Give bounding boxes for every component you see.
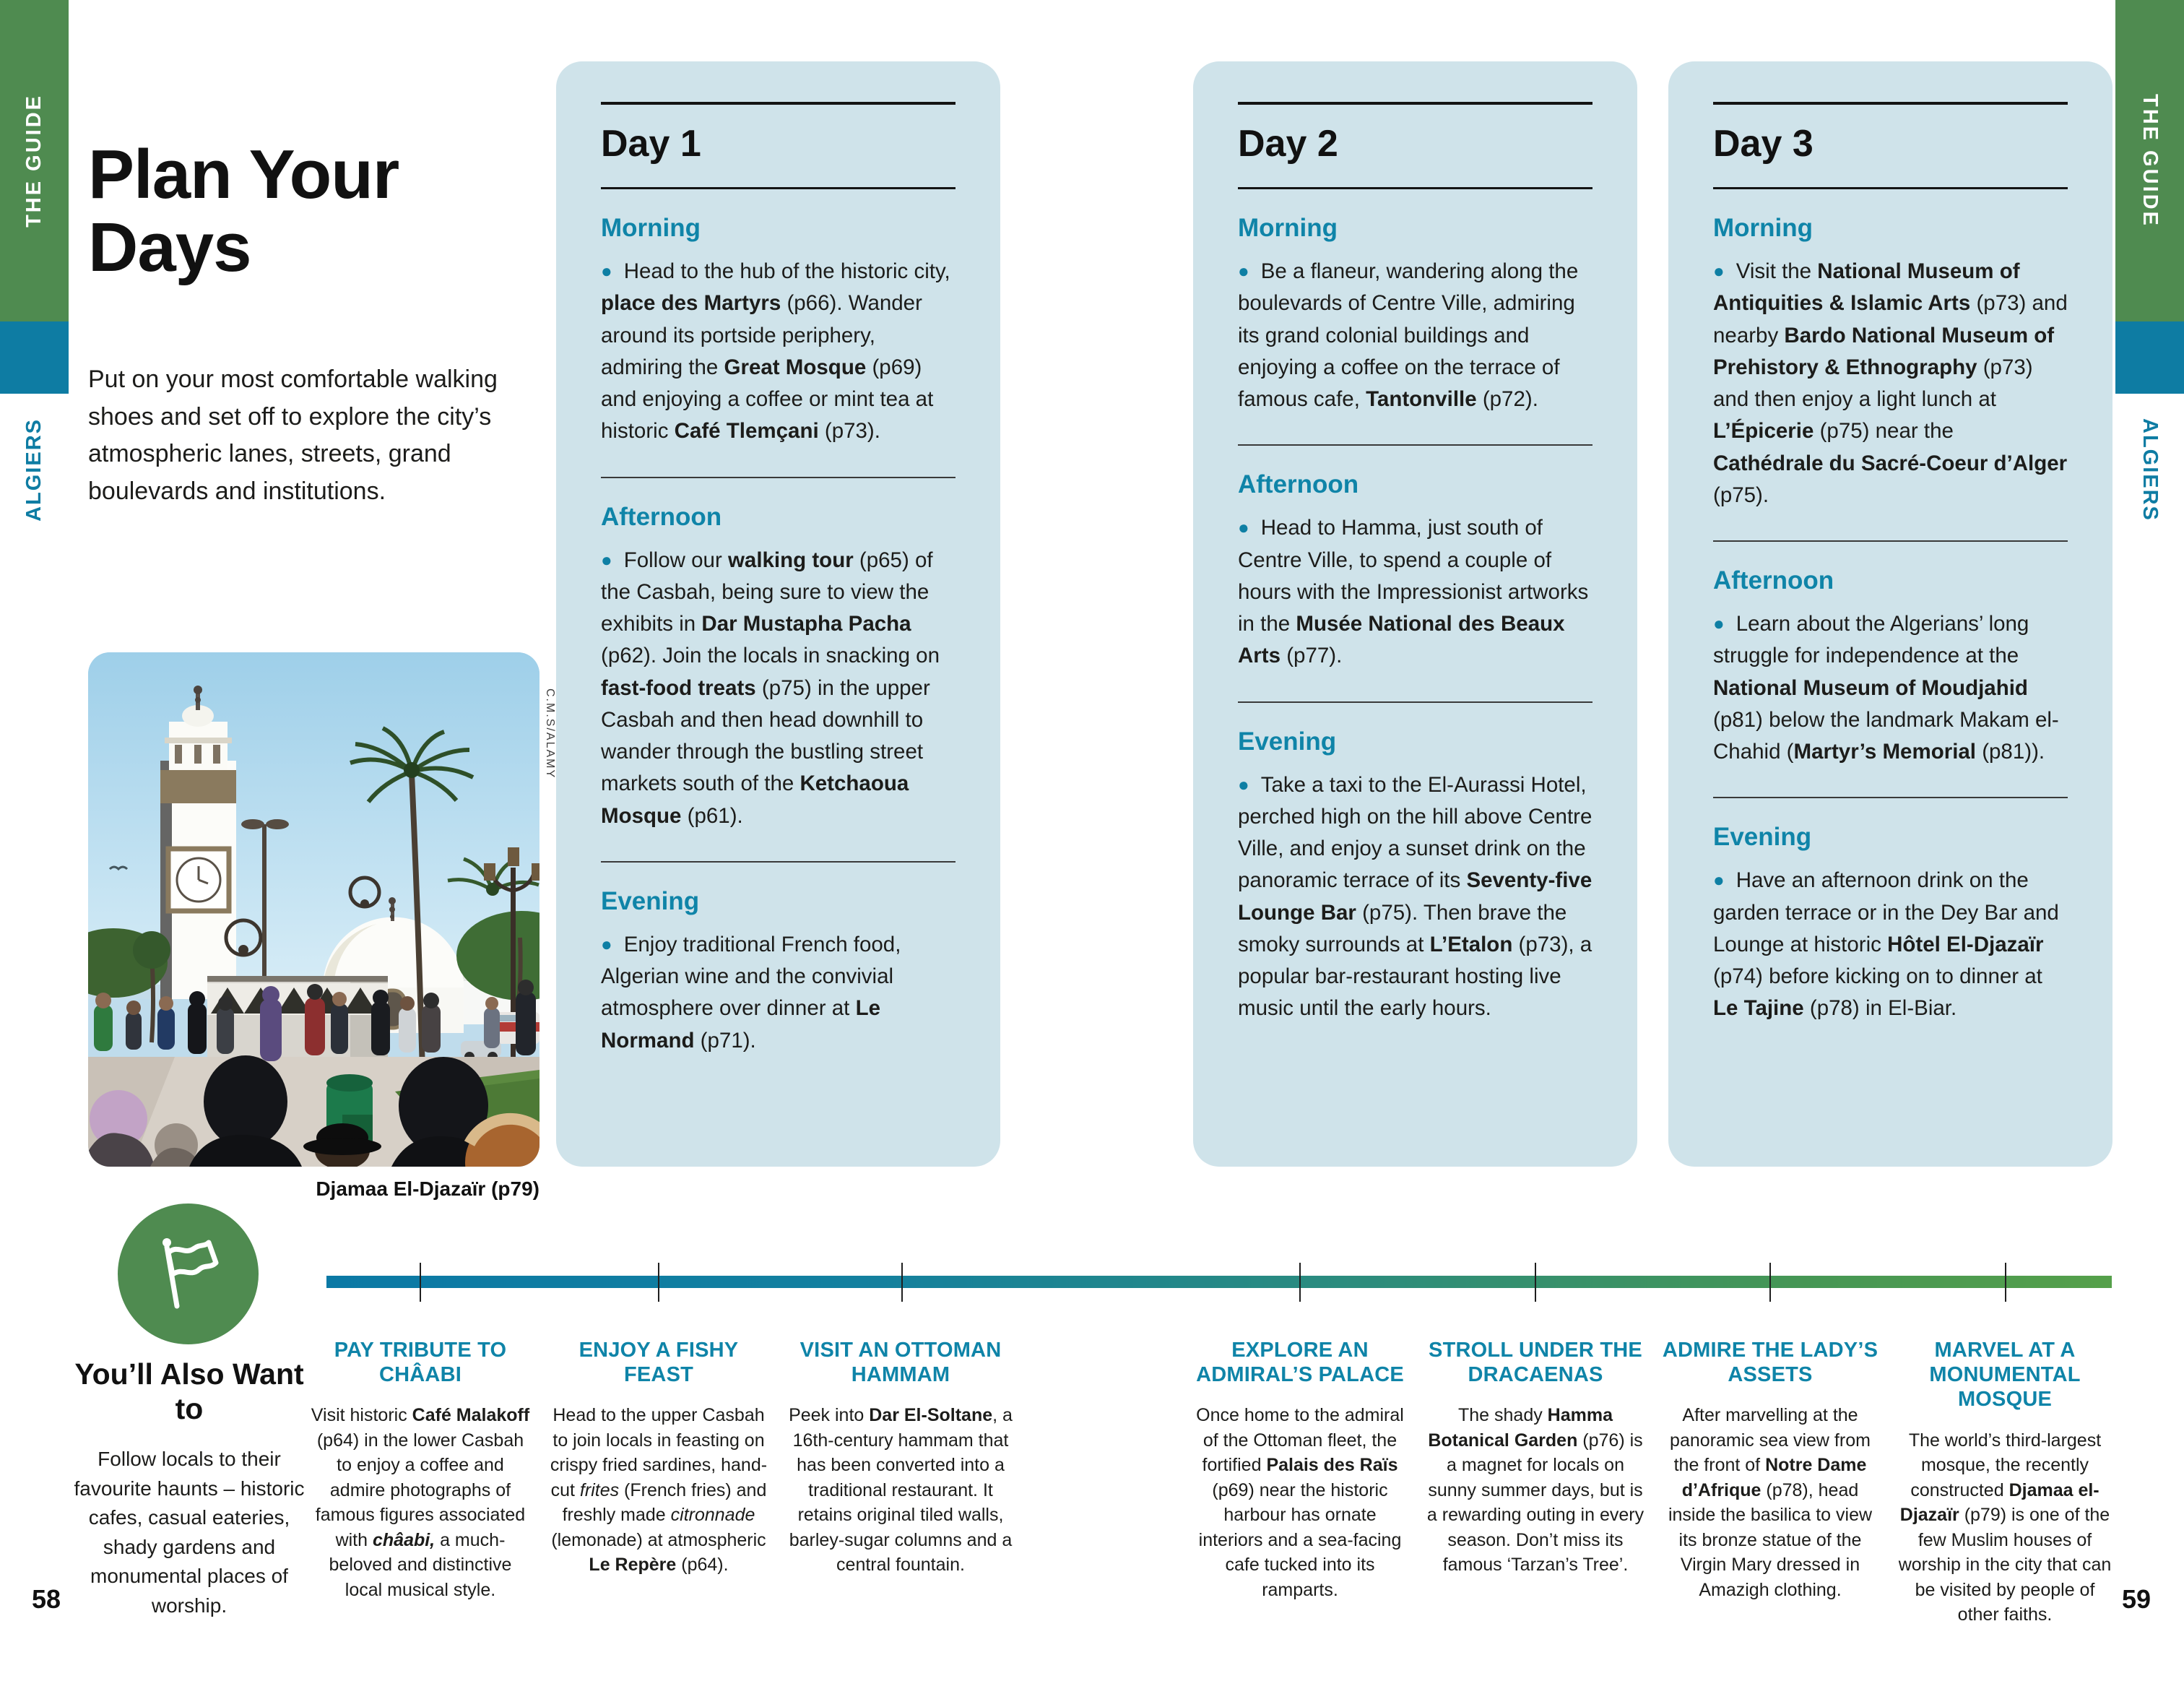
day-1-top-rule <box>601 102 956 105</box>
right-city-tab <box>2115 403 2184 537</box>
day-3-morning-heading: Morning <box>1713 214 1814 242</box>
timeline-bar <box>326 1276 2112 1288</box>
timeline-item-ladys-assets-title: ADMIRE THE LADY’S ASSETS <box>1662 1339 1878 1387</box>
day-2-evening-heading: Evening <box>1238 727 1337 756</box>
day-2-top-rule <box>1238 102 1592 105</box>
right-city-tab-label: ALGIERS <box>2138 418 2162 522</box>
day-3-top-rule <box>1713 102 2068 105</box>
day-3-morning-section <box>1713 189 2068 540</box>
also-want-title: You’ll Also Want to <box>74 1357 304 1426</box>
timeline-tick-7 <box>2005 1263 2006 1302</box>
day-3-card <box>1668 61 2112 1167</box>
day-3-evening-heading: Evening <box>1713 823 1812 852</box>
day-1-evening-text: ● Enjoy traditional French food, Algerian wine and the convivial atmosphere over dinner at Le Normand (p71). <box>601 929 956 1057</box>
day-2-afternoon-heading: Afternoon <box>1238 470 1359 499</box>
timeline-item-dracaenas-body: The shady Hamma Botanical Garden (p76) is a magnet for locals on sunny summer days, but is a rewarding outing in every season. Don’t miss its famous ‘Tarzan’s Tree’. <box>1426 1405 1644 1576</box>
timeline-item-hammam <box>785 1338 1016 1578</box>
timeline-item-admirals-palace <box>1190 1338 1410 1602</box>
day-1-afternoon-text: ● Follow our walking tour (p65) of the Casbah, being sure to view the exhibits in Dar Mustapha Pacha (p62). Join the locals in snacking on fast-food treats (p75) in the upper Casbah and then head downhill to wander through the bustling street markets south of the Ketchaoua Mosque (p61). <box>601 545 956 832</box>
timeline-tick-5 <box>1535 1263 1536 1302</box>
timeline-tick-1 <box>420 1263 421 1302</box>
mosque-photo-illustration <box>88 652 540 1167</box>
day-3-afternoon-text: ● Learn about the Algerians’ long struggle for independence at the National Museum of Moudjahid (p81) below the landmark Makam el-Chahid (Martyr’s Memorial (p81)). <box>1713 608 2068 768</box>
page-title <box>88 136 579 286</box>
day-1-morning-section <box>601 189 956 477</box>
also-want-body: Follow locals to their favourite haunts – historic cafes, casual eateries, shady gardens and monumental places of worship. <box>74 1448 305 1617</box>
left-guide-tab <box>0 0 69 321</box>
timeline-item-chaabi-body: Visit historic Café Malakoff (p64) in the lower Casbah to enjoy a coffee and admire photographs of famous figures associated with châabi, a much-beloved and distinctive local musical style. <box>311 1405 530 1600</box>
timeline-item-monumental-mosque-body: The world’s third-largest mosque, the recently constructed Djamaa el-Djazaïr (p79) is one of the few Muslim houses of worship in the city that can be visited by people of other faiths. <box>1898 1430 2112 1625</box>
day-2-card <box>1193 61 1637 1167</box>
photo-caption: Djamaa El-Djazaïr (p79) <box>316 1177 540 1200</box>
left-guide-tab-label: THE GUIDE <box>22 94 46 228</box>
timeline-item-monumental-mosque <box>1894 1338 2115 1628</box>
timeline-item-chaabi-title: PAY TRIBUTE TO CHÂABI <box>334 1339 507 1387</box>
flag-icon <box>145 1231 232 1318</box>
day-1-evening-heading: Evening <box>601 886 700 915</box>
day-3-afternoon-heading: Afternoon <box>1713 566 1834 595</box>
day-3-title: Day 3 <box>1713 123 1814 165</box>
day-2-morning-text: ● Be a flaneur, wandering along the boulevards of Centre Ville, admiring its grand colonial buildings and enjoying a coffee on the terrace of famous cafe, Tantonville (p72). <box>1238 256 1592 415</box>
right-guide-tab <box>2115 0 2184 321</box>
timeline-tick-4 <box>1299 1263 1301 1302</box>
timeline-item-admirals-palace-body: Once home to the admiral of the Ottoman fleet, the fortified Palais des Raïs (p69) near the historic harbour has ornate interiors and a sea-facing cafe tucked into its ramparts. <box>1196 1405 1404 1600</box>
day-2-evening-text: ● Take a taxi to the El-Aurassi Hotel, perched high on the hill above Centre Ville, and enjoy a sunset drink on the panoramic terrace of its Seventy-five Lounge Bar (p75). Then brave the smoky surrounds at L’Etalon (p73), a popular bar-restaurant hosting live music until the early hours. <box>1238 769 1592 1025</box>
page-title-line1: Plan Your <box>88 136 399 213</box>
left-blue-tab <box>0 321 69 394</box>
day-3-evening-text: ● Have an afternoon drink on the garden terrace or in the Dey Bar and Lounge at historic Hôtel El-Djazaïr (p74) before kicking on to dinner at Le Tajine (p78) in El-Biar. <box>1713 865 2068 1024</box>
timeline-item-fishy-feast <box>548 1338 769 1578</box>
day-2-morning-heading: Morning <box>1238 214 1338 242</box>
page-title-line2: Days <box>88 208 251 286</box>
right-guide-tab-label: THE GUIDE <box>2138 94 2162 228</box>
timeline-item-hammam-body: Peek into Dar El-Soltane, a 16th-century hammam that has been converted into a traditional restaurant. It retains original tiled walls, barley-sugar columns and a central fountain. <box>789 1405 1013 1576</box>
mosque-photo <box>88 652 540 1167</box>
left-page-number: 58 <box>32 1584 61 1614</box>
day-2-title: Day 2 <box>1238 123 1338 165</box>
timeline-tick-3 <box>901 1263 903 1302</box>
day-2-morning-section <box>1238 189 1592 444</box>
day-2-afternoon-text: ● Head to Hamma, just south of Centre Ville, to spend a couple of hours with the Impressionist artworks in the Musée National des Beaux Arts (p77). <box>1238 512 1592 672</box>
right-page-number: 59 <box>2122 1584 2152 1614</box>
timeline-tick-2 <box>658 1263 659 1302</box>
day-3-afternoon-section <box>1713 540 2068 797</box>
day-1-evening-section <box>601 861 956 1086</box>
timeline-tick-6 <box>1769 1263 1771 1302</box>
day-2-evening-section <box>1238 701 1592 1054</box>
timeline-item-ladys-assets <box>1660 1338 1881 1602</box>
day-2-afternoon-section <box>1238 444 1592 701</box>
left-city-tab-label: ALGIERS <box>22 418 46 522</box>
day-1-morning-text: ● Head to the hub of the historic city, place des Martyrs (p66). Wander around its portside periphery, admiring the Great Mosque (p69) and enjoying a coffee or mint tea at historic Café Tlemçani (p73). <box>601 256 956 448</box>
timeline-item-fishy-feast-title: ENJOY A FISHY FEAST <box>578 1339 739 1387</box>
timeline-item-ladys-assets-body: After marvelling at the panoramic sea view from the front of Notre Dame d’Afrique (p78), head inside the basilica to view its bronze statue of the Virgin Mary dressed in Amazigh clothing. <box>1668 1405 1873 1600</box>
timeline-item-monumental-mosque-title: MARVEL AT A MONUMENTAL MOSQUE <box>1929 1339 2081 1412</box>
timeline-item-chaabi <box>310 1338 531 1602</box>
day-1-card <box>556 61 1000 1167</box>
day-1-morning-heading: Morning <box>601 214 701 242</box>
timeline-item-admirals-palace-title: EXPLORE AN ADMIRAL’S PALACE <box>1196 1339 1404 1387</box>
day-3-morning-text: ● Visit the National Museum of Antiquities & Islamic Arts (p73) and nearby Bardo National Museum of Prehistory & Ethnography (p73) and then enjoy a light lunch at L’Épicerie (p75) near the Cathédrale du Sacré-Coeur d’Alger (p75). <box>1713 256 2068 511</box>
day-3-evening-section <box>1713 797 2068 1053</box>
left-city-tab <box>0 403 69 537</box>
also-want-badge <box>118 1204 259 1344</box>
timeline-item-dracaenas-title: STROLL UNDER THE DRACAENAS <box>1429 1339 1642 1387</box>
timeline-item-dracaenas <box>1425 1338 1646 1578</box>
intro-paragraph: Put on your most comfortable walking shoes and set off to explore the city’s atmospheric lanes, streets, grand boulevards and institutions. <box>88 366 498 506</box>
day-1-title: Day 1 <box>601 123 701 165</box>
day-1-afternoon-heading: Afternoon <box>601 502 722 531</box>
photo-credit: C.M.S/ALAMY <box>544 688 556 779</box>
day-1-afternoon-section <box>601 477 956 861</box>
timeline-item-fishy-feast-body: Head to the upper Casbah to join locals in feasting on crispy fried sardines, hand-cut frites (French fries) and freshly made citronnade (lemonade) at atmospheric Le Repère (p64). <box>550 1405 768 1576</box>
timeline-item-hammam-title: VISIT AN OTTOMAN HAMMAM <box>800 1339 1002 1387</box>
right-blue-tab <box>2115 321 2184 394</box>
